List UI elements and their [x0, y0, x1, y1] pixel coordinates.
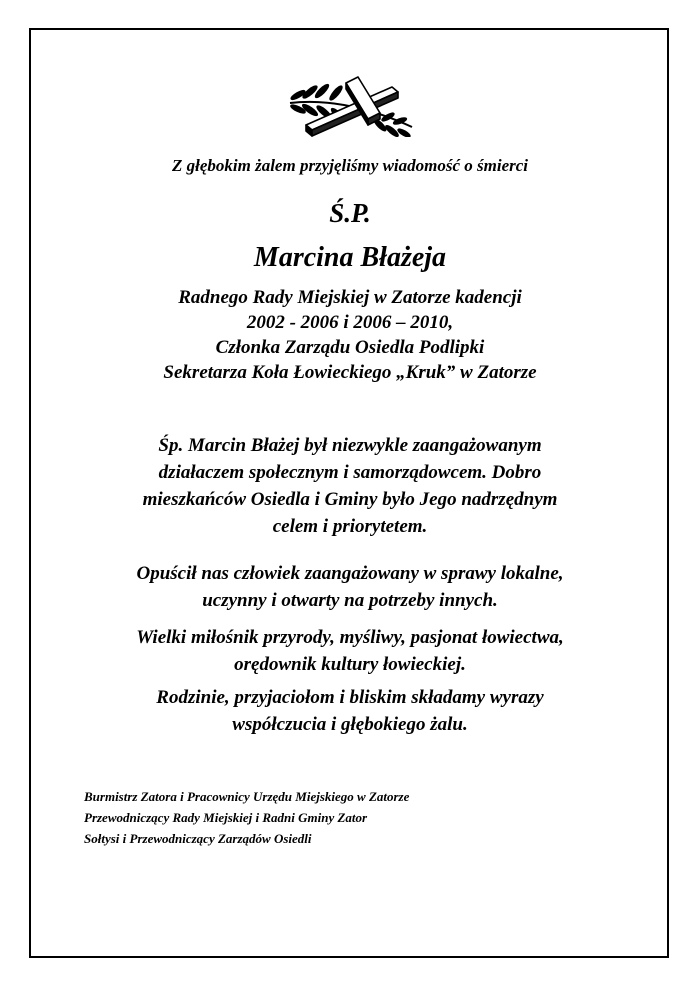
title-line: Członka Zarządu Osiedla Podlipki: [215, 337, 485, 358]
intro-line: Z głębokim żalem przyjęliśmy wiadomość o śmierci: [171, 156, 529, 175]
paragraph-line: współczucia i głębokiego żalu.: [232, 714, 468, 735]
signatory-line: Sołtysi i Przewodniczący Zarządów Osiedli: [84, 831, 312, 846]
deceased-name: Marcina Błażeja: [253, 242, 447, 273]
cross-with-palm-branch-icon: [284, 65, 418, 137]
signatory-line: Burmistrz Zatora i Pracownicy Urzędu Miejskiego w Zatorze: [84, 789, 410, 804]
title-line: Radnego Rady Miejskiej w Zatorze kadencji: [178, 287, 522, 308]
paragraph-line: celem i priorytetem.: [272, 516, 428, 537]
paragraph-line: Wielki miłośnik przyrody, myśliwy, pasjonat łowiectwa,: [136, 627, 564, 648]
paragraph-line: działaczem społecznym i samorządowcem. Dobro: [158, 462, 542, 483]
title-line: 2002 - 2006 i 2006 – 2010,: [246, 312, 454, 333]
sp-abbreviation: Ś.P.: [329, 198, 371, 228]
paragraph-line: Rodzinie, przyjaciołom i bliskim składamy wyrazy: [156, 687, 544, 708]
tribute-paragraph-3: [0, 624, 700, 678]
paragraph-line: uczynny i otwarty na potrzeby innych.: [202, 590, 498, 611]
paragraph-line: Śp. Marcin Błażej był niezwykle zaangażowanym: [158, 435, 542, 456]
signatories-list: [84, 786, 409, 849]
tribute-paragraph-1: [0, 432, 700, 540]
paragraph-line: Opuścił nas człowiek zaangażowany w sprawy lokalne,: [136, 563, 564, 584]
paragraph-line: orędownik kultury łowieckiej.: [234, 654, 466, 675]
signatory-line: Przewodniczący Rady Miejskiej i Radni Gminy Zator: [84, 810, 368, 825]
tribute-paragraph-2: [0, 560, 700, 614]
title-line: Sekretarza Koła Łowieckiego „Kruk” w Zatorze: [163, 362, 537, 383]
paragraph-line: mieszkańców Osiedla i Gminy było Jego nadrzędnym: [142, 489, 558, 510]
deceased-titles: [0, 285, 700, 385]
condolences-paragraph: [0, 684, 700, 738]
